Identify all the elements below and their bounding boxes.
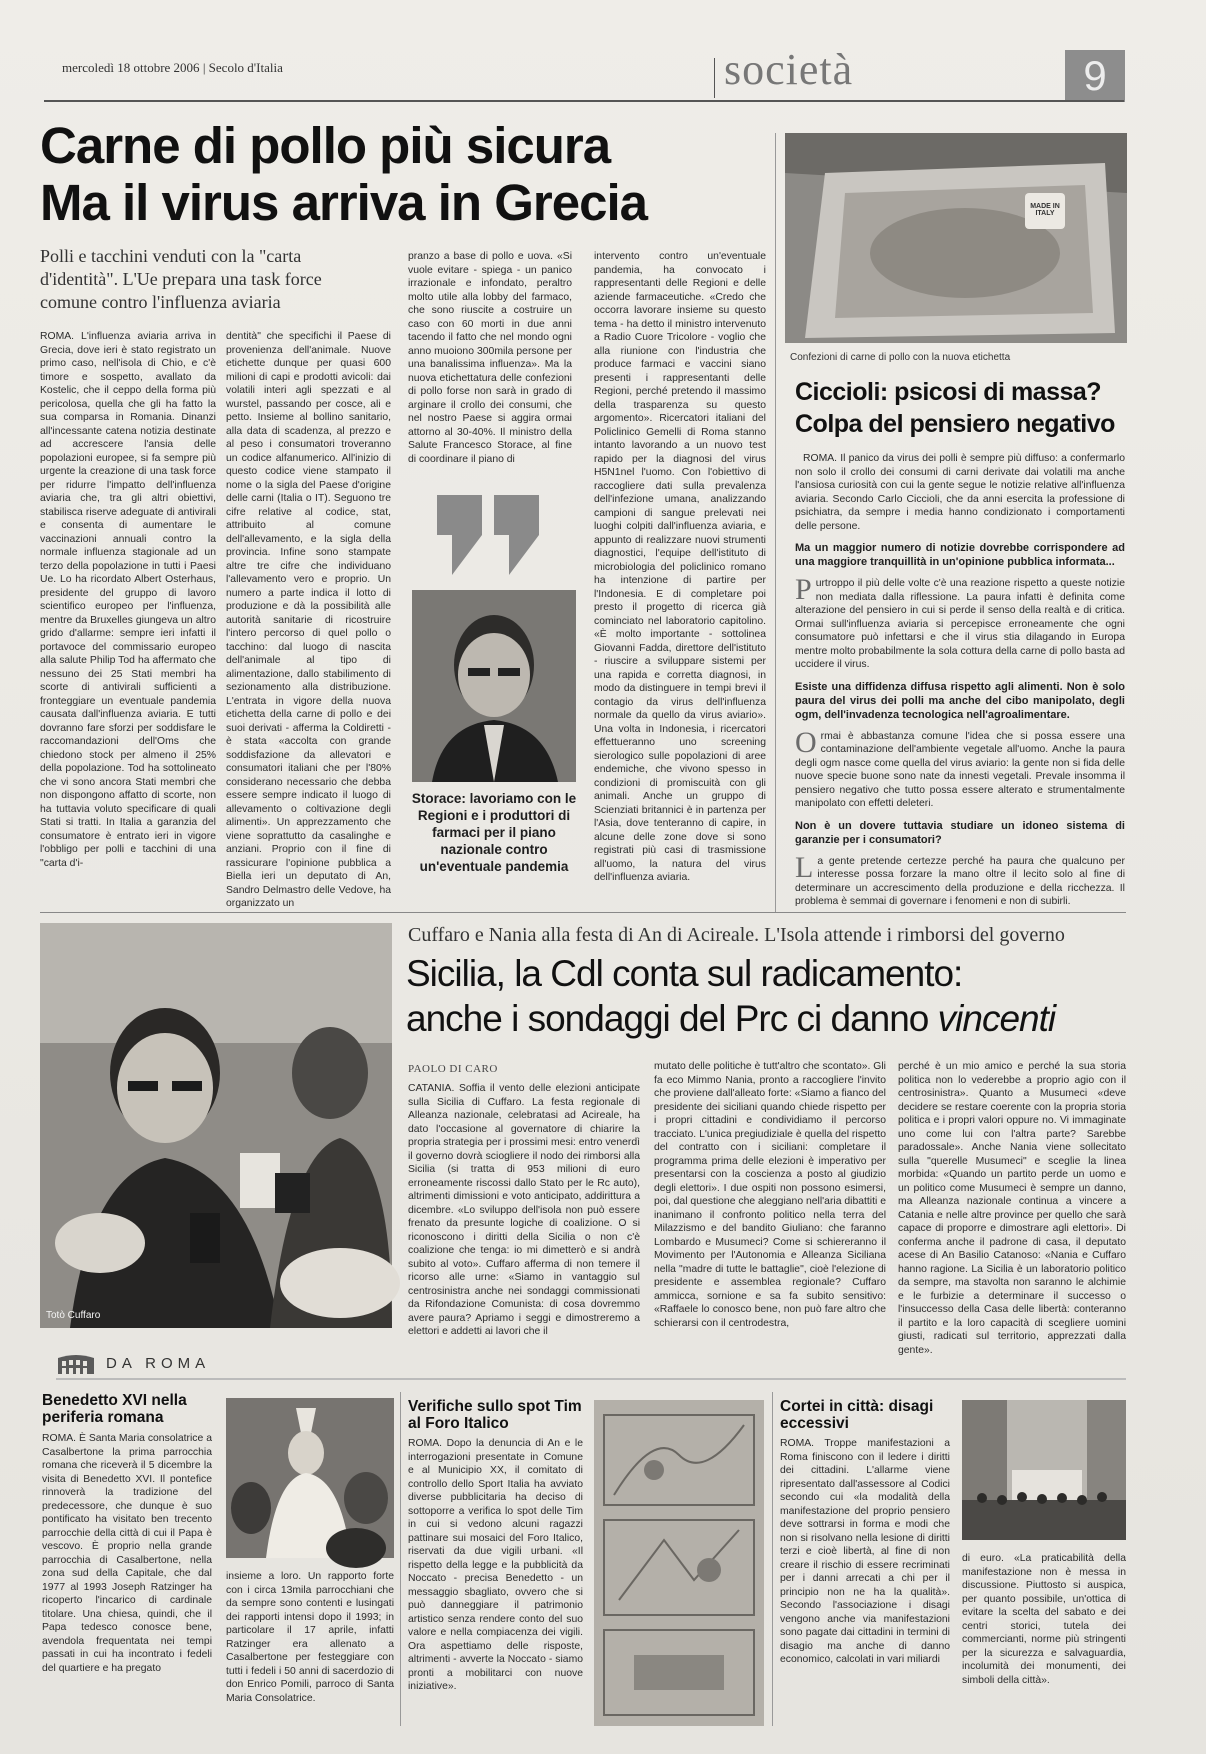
sidebar-answer-1-dropcap: P xyxy=(795,573,812,606)
header-section-divider xyxy=(714,58,715,98)
main-column-1: ROMA. L'influenza aviaria arriva in Grecia, dove ieri è stato registrato un primo caso, nell'isola di Chio, e c'è timore e sospetto, avallato da Kostelic, che il ceppo della forma più pericolosa, quella che gli ha fatto la sua comparsa in Romania. Dinanzi all'incessante catena notizia destinate ad accrescere l'ansia delle popolazioni europee, si fa sempre più urgente la creazione di una task force per ridurre l'impatto dell'influenza aviaria che, tra gli altri obiettivi, stabilisca riserve adeguate di antivirali e consenta di aumentare le vaccinazioni annuali contro la normale influenza stagionale ad un terzo della popolazione in tutti i Paesi Ue. Lo ha ricordato Albert Osterhaus, presidente del gruppo di lavoro scientifico europeo per l'influenza, mentre da Bruxelles giungeva un altro grido d'allarme: sempre ieri infatti il portavoce del commissario europeo alla salute Philip Tod ha affermato che nessuno dei 25 Stati membri ha scorte di antivirali sufficienti a fronteggiare un eventuale pandemia causata dall'influenza aviaria. E tutti dovranno fare sforzi per soddisfare le raccomandazioni dell'Oms che chiedono stock per almeno il 25% della popolazione. Tod ha sottolineato che vi sono ancora Stati membri che non dispongono affatto di scorte, non ha tuttavia voluto specificare di quali Stati si tratti. In Italia a garanzia del consumatore è entrato ieri in vigore l'obbligo per polli e tacchini di una "carta d'i- xyxy=(40,331,216,869)
sicilia-headline-2 xyxy=(406,998,1055,1040)
protest-photo xyxy=(962,1400,1126,1540)
roma-block-1-title: Benedetto XVI nella periferia romana xyxy=(42,1392,187,1426)
roma-block-2-title: Verifiche sullo spot Tim al Foro Italico xyxy=(408,1398,582,1432)
section-divider-top xyxy=(40,912,1126,913)
header-paper: Secolo d'Italia xyxy=(208,60,283,75)
roma-block-3-text-2: di euro. «La praticabilità della manifestazione non è messa in discussione. Piuttosto si auspica, per quanto possibile, un'ottica di evitare la scelta del sabato e dei centri storici, tutela dei commercianti, norme più stringenti per la sicurezza e salvaguardia, incolumità dei monumenti, dei simboli della città». xyxy=(962,1553,1126,1686)
sidebar-answer-1-text: urtroppo il più delle volte c'è una reazione rispetto a queste notizie non mediata dalla riflessione. La paura infatti è definita come alterazione del pensiero in cui si perde il senso della realtà e di critica. Ormai sull'influenza aviaria si percepisce erroneamente che ogni consumatore può infettarsi e che il virus stia dilagando in Europa mentre molto probabilmente la sola cottura della carne di pollo basta ad uccidere il virus. xyxy=(795,578,1125,670)
roma-block-2-text: ROMA. Dopo la denuncia di An e le interrogazioni presentate in Comune e al Municipio XX, il comitato di controllo dello Sport Italia ha avviato diverse pubblicitaria ha deciso di sottoporre a verifica lo spot delle Tim in cui si vedono alcuni ragazzi pattinare sui mosaici del Foro Italico, riservati da due vigili urbani. «Il rispetto della legge e la pubblicità da Noccato - precisa Benedetto - un messaggio sbagliato, ovvero che si può danneggiare il patrimonio artistico senza rendere conto del suo valore e nella compiacenza dei vigili. Ora aspettiamo delle risposte, altrimenti - avverte la Noccato - siamo pronti a mobilitarci con nuove iniziative». xyxy=(408,1438,583,1692)
main-column-3: pranzo a base di pollo e uova. «Si vuole evitare - spiega - un panico irrazionale e infondato, peraltro molto utile alla lobby del farmaco, che sono riuscite a costruire un caso con 60 morti in due anni tacendo il fatto che nel mondo ogni anno muoiono 300mila persone per una banalissima influenza». Ma la nuova etichettatura delle confezioni di pollo forse non sarà in grado di arginare il crollo dei consumi, che nel nostro Paese si aggira ormai attorno al 30-40%. Il ministro della Salute Francesco Storace, al fine di coordinare il piano di xyxy=(408,251,572,465)
chicken-photo-caption: Confezioni di carne di pollo con la nuova etichetta xyxy=(790,352,1011,363)
header-divider: | xyxy=(202,60,209,75)
storace-quote: Storace: lavoriamo con le Regioni e i produttori di farmaci per il piano nazionale contro un'eventuale pandemia xyxy=(411,791,577,874)
main-headline-2: Ma il virus arriva in Grecia xyxy=(40,174,647,231)
sidebar-answer-2 xyxy=(795,725,1125,811)
main-headline-1: Carne di pollo più sicura xyxy=(40,117,611,174)
sicilia-column-2: mutato delle politiche è tutt'altro che scontato». Gli fa eco Mimmo Nania, pronto a raccogliere l'invito che proviene dall'alleato forte: «Siamo a fianco del presidente dei siciliani quando chiede rispetto per i propri cittadini e condividiamo il percorso tracciato. L'unica pregiudiziale è quella del rispetto del contratto con i siciliani: completare il programma prima delle elezioni è imperativo per presentarsi con la coscienza a posto al giudizio degli elettori». I due ospiti non possono esimersi, poi, dal questione che aleggiano nell'aria dibattiti e inanimano il confronto politico nella terra del Milazzismo e del bandito Giuliano: che faranno Lombardo e Musumeci? Come si schiereranno il Movimento per l'Autonomia e Alleanza Siciliana nella "madre di tutte le battaglie", cioè l'elezione di presidente e assemblea regionale? Cuffaro ammicca, sornione e sa fa subito sensitivo: «Raffaele lo conosco bene, non può fare altro che schierarsi con il centrodestra, xyxy=(654,1061,886,1329)
sidebar-answer-2-dropcap: O xyxy=(795,725,817,759)
page-number-box xyxy=(1065,50,1125,102)
storace-photo xyxy=(412,590,576,782)
da-roma-label: DA ROMA xyxy=(106,1355,211,1372)
cuffaro-photo xyxy=(40,923,392,1328)
main-column-4: intervento contro un'eventuale pandemia, ha convocato i rappresentanti delle Regioni e delle aziende farmaceutiche. «Credo che occorra lavorare insieme su questo tema - ha detto il ministro intervenuto a Radio Cuore Tricolore - voglio che alla riunione con l'industria che produce farmaci e vaccini siano presenti i rappresentanti delle Regioni, perché pretendo il massimo della trasparenza su questo argomento». Ricercatori italiani del Policlinico Gemelli di Roma stanno intanto lavorando a un nuovo test rapido per la diagnosi del virus H5N1nel l'uomo. Con l'obiettivo di raccogliere dati sulla prevalenza dell'infezione umana, analizzando campioni di sangue prelevati nei luoghi colpiti dall'influenza aviaria, e appunto di realizzare nuovi strumenti diagnostici, l'equipe dell'istituto di microbiologia del policlinico romano ha intenzione di partire per l'Indonesia. E di completare poi presto il progetto di ricerca già cominciato nel laboratorio capitolino. «È molto importante - sottolinea Giovanni Fadda, direttore dell'istituto - riuscire a sviluppare sistemi per una rapida e corretta diagnosi, in modo da distinguere in tempi brevi il contagio da virus dell'influenza normale da quello da virus aviario». Una volta in Indonesia, i ricercatori effettueranno uno screening sierologico sulle popolazioni di aree endemiche, che vivono spesso in condizioni di promiscuità con gli animali. Anche un gruppo di Scienziati britannici è in partenza per l'Asia, dove tenteranno di capire, in alcune delle zone dove si sono registrati più casi di trasmissione all'uomo, la natura del virus dell'influenza aviaria. xyxy=(594,251,766,883)
sidebar-question-2: Esiste una diffidenza diffusa rispetto agli alimenti. Non è solo paura del virus dei polli ma anche del cibo manipolato, degli ogm, dell'invadenza tecnologica nell'agroalimentare. xyxy=(795,680,1125,721)
header-date: mercoledì 18 ottobre 2006 xyxy=(62,60,200,75)
header-date-line xyxy=(62,60,283,76)
main-subtitle: Polli e tacchini venduti con la "carta d'identità". L'Ue prepara una task force comune contro l'influenza aviaria xyxy=(40,246,322,312)
sicilia-byline: PAOLO DI CARO xyxy=(408,1063,498,1075)
roma-divider-2 xyxy=(772,1392,773,1726)
sidebar-question-1: Ma un maggior numero di notizie dovrebbe corrispondere ad una maggiore tranquillità in un'opinione pubblica informata... xyxy=(795,542,1125,568)
sidebar-answer-3 xyxy=(795,850,1125,909)
roma-block-3-text: ROMA. Troppe manifestazioni a Roma finiscono con il ledere i diritti dei cittadini. L'allarme viene ripresentato dall'assessore al Codici secondo cui «la modalità della manifestazione del proprio pensiero deve sottrarsi in forma e modi che non si risolvano nella lesione di diritti terzi e cioè libertà, al fine di non creare il rischio di essere recriminati per i danni arrecati a chi per il principio non ne ha la qualità». Secondo l'associazione i disagi vengono anche via manifestazioni sono pagate dai cittadini in termini di disagio ma anche di danno economico, calcolati in vari miliardi xyxy=(780,1438,950,1665)
sidebar-answer-1 xyxy=(795,573,1125,672)
roma-divider-1 xyxy=(400,1392,401,1726)
made-in-italy-label: MADE IN ITALY xyxy=(1030,203,1060,217)
page-number: 9 xyxy=(1083,52,1107,99)
da-roma-bar xyxy=(56,1352,1126,1380)
cuffaro-photo-caption: Totò Cuffaro xyxy=(46,1310,101,1321)
sidebar-answer-3-dropcap: L xyxy=(795,850,814,884)
sidebar-intro: ROMA. Il panico da virus dei polli è sempre più diffuso: a confermarlo non solo il crollo dei consumi di carni derivate dai volatili ma anche l'ansiosa curiosità con cui la gente segue le notizie relative all'influenza aviaria. Secondo Carlo Ciccioli, che da anni esercita la professione di psichiatra, da sempre i media hanno condizionato i comportamenti delle persone. xyxy=(795,453,1125,532)
quote-graphic xyxy=(432,490,552,585)
sicilia-kicker: Cuffaro e Nania alla festa di An di Acireale. L'Isola attende i rimborsi del governo xyxy=(408,924,1065,946)
sicilia-headline-1: Sicilia, la Cdl conta sul radicamento: xyxy=(406,953,963,994)
sidebar-divider xyxy=(775,133,776,913)
sicilia-headline-2-text: anche i sondaggi del Prc ci danno xyxy=(406,998,938,1039)
header-section: società xyxy=(724,45,854,94)
sicilia-headline-2-italic: vincenti xyxy=(937,998,1056,1039)
sicilia-column-3: perché è un mio amico e perché la sua storia politica non lo vederebbe a proprio agio con il centrosinistra». Quanto a Musumeci «deve decidere se restare coerente con la propria storia politica e i propri valori oppure no. Vi immaginate uno come lui con l'altra parte? Sarebbe paradossale». Anche Nania viene sollecitato sulla "querelle Musumeci" e sceglie la linea morbida: «Quando un partito perde un uomo e un politico come Musumeci è sempre un danno, ma Alleanza nazionale continua a vincere a Catania e nelle altre province per quello che sarà capace di proporre e dimostrare agli elettori». Di conferma anche il padrone di casa, il deputato acese di An Basilio Catanoso: «Nania e Cuffaro hanno ragione. La Sicilia è un laboratorio politico da sempre, ma stavolta non saranno le alchimie e le furbizie a determinare il successo o l'insuccesso della Casa delle libertà: conteranno il partito e la loro capacità di scegliere uomini giusti, radicati sul territorio, apprezzati dalla gente». xyxy=(898,1061,1126,1356)
colosseum-icon xyxy=(56,1352,96,1376)
sidebar-title-2: Colpa del pensiero negativo xyxy=(795,410,1115,438)
sidebar-title-1: Ciccioli: psicosi di massa? xyxy=(795,378,1102,406)
roma-block-1-text: ROMA. È Santa Maria consolatrice a Casalbertone la prima parrocchia romana che riceverà il 5 dicembre la visita di Benedetto XVI. Il pontefice rinnoverà la tradizione del predecessore, che dunque è suo pontificato ha visitato ben trecento parrocchie della città di cui il Papa è vescovo. È proprio nella grande parrocchia di Casalbertone, nella zona sud della Capitale, che dal 1977 al 1993 Joseph Ratzinger ha ricoperto l'incarico di cardinale titolare. Una chiesa, quindi, che il Papa tedesco conosce bene, avendola frequentata nei tempi passati in cui ha incontrato i fedeli del quartiere e ha pregato xyxy=(42,1433,212,1674)
sidebar-answer-3-text: a gente pretende certezze perché ha paura che qualcuno per interesse possa forzare la mano oltre il lecito solo al fine di determinare un accrescimento della produzione e della ricchezza. Il problema è semmai di governare i fenomeni e non di subirli. xyxy=(795,855,1125,907)
sidebar-answer-2-text: rmai è abbastanza comune l'idea che si possa essere una contaminazione dell'ambiente vegetale all'uomo. Anche la paura degli ogm nasce come quella del virus aviario: la gente non si fida delle nuove specie buone sono nate da innesti vegetali. Prevale insomma il pensiero negativo che tutto possa essere alterato e strumentalmente manipolato con effetti deleteri. xyxy=(795,730,1125,809)
chicken-package-photo xyxy=(785,133,1127,343)
header-rule xyxy=(44,100,1124,102)
roma-block-3-title: Cortei in città: disagi eccessivi xyxy=(780,1398,934,1432)
main-column-2: dentità" che specifichi il Paese di provenienza dell'animale. Nuove etichette dunque per quasi 600 milioni di capi e prodotti avicoli: dai volatili interi agli spezzati e al wurstel, passando per cosce, ali e petto. Insieme al bollino sanitario, alla data di scadenza, al prezzo e al peso i consumatori troveranno un codice alfanumerico. All'inizio di questo codice viene stampato il nome o la sigla del Paese d'origine delle carni (Italia o IT). Seguono tre cifre relative al codice, stat, attribuito al comune dell'allevamento, e la sigla della provincia. Infine sono stampate altre tre cifre che individuano l'allevamento vero e proprio. Un numero a parte indica il lotto di produzione e dà la possibilità alle autorità sanitarie di ricostruire l'intero percorso di quel pollo o tacchino: dal luogo di nascita dell'animale al tipo di alimentazione, dallo stabilimento di sezionamento alla distribuzione. L'entrata in vigore della nuova etichetta della carne di pollo e dei suoi derivati - afferma la Coldiretti - è stata «accolta con grande soddisfazione da allevatori e consumatori italiani che per l'80% considerano necessario che debba essere sempre indicato il luogo di allevamento o coltivazione degli alimenti». Un apprezzamento che viene soprattutto da casalinghe e anziani. Proprio con il fine di rassicurare l'opinione pubblica a Biella ieri un deputato di An, Sandro Delmastro delle Vedove, ha organizzato un xyxy=(226,331,391,909)
sidebar-body xyxy=(795,452,1125,922)
foro-italico-photo xyxy=(594,1400,764,1726)
sidebar-question-3: Non è un dovere tuttavia studiare un idoneo sistema di garanzie per i consumatori? xyxy=(795,819,1125,846)
sicilia-column-1: CATANIA. Soffia il vento delle elezioni anticipate sulla Sicilia di Cuffaro. La festa regionale di Alleanza nazionale, celebratasi ad Acireale, ha dato l'occasione al governatore di chiarire la propria strategia per i prossimi mesi: entro venerdì il governo dovrà sciogliere il nodo dei rimborsi alla Sicilia (si tratta di 953 milioni di euro erroneamente riscossi dallo Stato per le Rc auto), altrimenti dimissioni e voto anticipato, addirittura a dicembre. «Lo sviluppo dell'isola non può essere frenato da presunte logiche di coalizione. O si riconoscono i diritti della Sicilia o non c'è coalizione che tenga: io mi dimetterò e si andrà subito al voto». Cuffaro afferma di non temere il ricorso alle urne: «Siamo in vantaggio sul centrosinistra anche nei sondaggi commissionati da Rifondazione Comunista: di cosa dovremmo avere paura? Apriamo i seggi e dimostreremo a elettori e addetti ai lavori che il xyxy=(408,1083,640,1337)
roma-block-1-text-2: insieme a loro. Un rapporto forte con i circa 13mila parrocchiani che da sempre sono contenti e lusingati dei rapporti intensi dopo il 1993; in particolare il 17 aprile, infatti Ratzinger era allenato a Casalbertone per festeggiare con tutti i fedeli i 50 anni di sacerdozio di don Enrico Pomili, parroco di Santa Maria Consolatrice. xyxy=(226,1571,394,1704)
pope-photo xyxy=(226,1398,394,1558)
